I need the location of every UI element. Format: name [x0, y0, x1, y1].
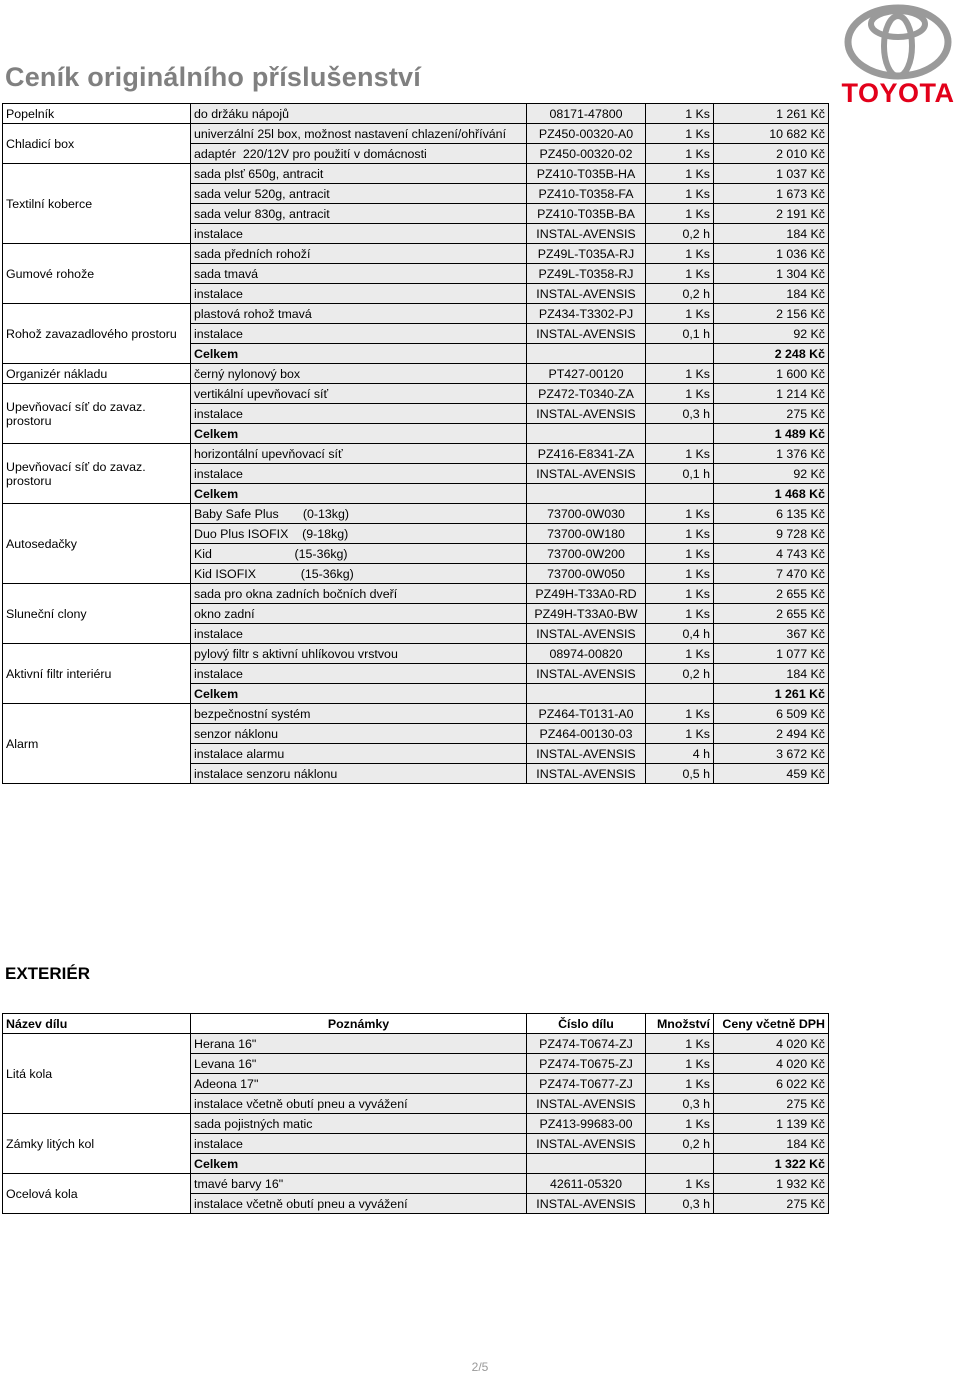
price-cell: 92 Kč	[714, 464, 829, 484]
category-cell: Organizér nákladu	[3, 364, 191, 384]
exterior-accessories-table	[2, 1013, 829, 1214]
part-number-cell: PZ472-T0340-ZA	[527, 384, 646, 404]
price-cell: 1 261 Kč	[714, 104, 829, 124]
description-cell: sada velur 830g, antracit	[191, 204, 527, 224]
price-cell: 184 Kč	[714, 664, 829, 684]
interior-accessories-table	[2, 103, 829, 784]
quantity-cell: 0,2 h	[646, 284, 714, 304]
description-cell: instalace	[191, 224, 527, 244]
table-row	[3, 1034, 829, 1054]
table-row	[3, 504, 829, 524]
part-number-cell: 73700-0W200	[527, 544, 646, 564]
quantity-cell: 1 Ks	[646, 1174, 714, 1194]
description-cell: instalace senzoru náklonu	[191, 764, 527, 784]
description-cell: instalace	[191, 464, 527, 484]
exterior-heading: EXTERIÉR	[5, 964, 91, 983]
description-cell: pylový filtr s aktivní uhlíkovou vrstvou	[191, 644, 527, 664]
price-cell: 275 Kč	[714, 1194, 829, 1214]
table-row	[3, 124, 829, 144]
toyota-logo	[836, 2, 960, 106]
quantity-cell: 1 Ks	[646, 604, 714, 624]
table-row	[3, 584, 829, 604]
part-number-cell: PZ474-T0675-ZJ	[527, 1054, 646, 1074]
header-notes: Poznámky	[191, 1014, 527, 1034]
part-number-cell: PZ450-00320-02	[527, 144, 646, 164]
quantity-cell: 1 Ks	[646, 544, 714, 564]
description-cell: instalace	[191, 664, 527, 684]
quantity-cell: 1 Ks	[646, 1034, 714, 1054]
quantity-cell: 0,1 h	[646, 324, 714, 344]
quantity-cell: 0,4 h	[646, 624, 714, 644]
table-row	[3, 164, 829, 184]
part-number-cell	[527, 344, 646, 364]
price-cell: 1 036 Kč	[714, 244, 829, 264]
part-number-cell	[527, 484, 646, 504]
price-cell: 2 010 Kč	[714, 144, 829, 164]
table-row	[3, 704, 829, 724]
description-cell: Celkem	[191, 344, 527, 364]
quantity-cell: 1 Ks	[646, 184, 714, 204]
quantity-cell: 1 Ks	[646, 244, 714, 264]
category-cell: Chladicí box	[3, 124, 191, 164]
price-cell: 184 Kč	[714, 284, 829, 304]
quantity-cell: 1 Ks	[646, 564, 714, 584]
quantity-cell: 1 Ks	[646, 524, 714, 544]
quantity-cell: 1 Ks	[646, 364, 714, 384]
price-cell: 1 261 Kč	[714, 684, 829, 704]
part-number-cell: INSTAL-AVENSIS	[527, 1194, 646, 1214]
table-row	[3, 384, 829, 404]
table-row	[3, 104, 829, 124]
part-number-cell: PZ49L-T0358-RJ	[527, 264, 646, 284]
description-cell: Baby Safe Plus (0-13kg)	[191, 504, 527, 524]
part-number-cell: 08171-47800	[527, 104, 646, 124]
category-cell: Litá kola	[3, 1034, 191, 1114]
exterior-table-body	[3, 1034, 829, 1214]
quantity-cell	[646, 344, 714, 364]
description-cell: horizontální upevňovací síť	[191, 444, 527, 464]
quantity-cell: 0,1 h	[646, 464, 714, 484]
price-cell: 1 468 Kč	[714, 484, 829, 504]
description-cell: instalace alarmu	[191, 744, 527, 764]
price-cell: 275 Kč	[714, 1094, 829, 1114]
quantity-cell: 1 Ks	[646, 1074, 714, 1094]
quantity-cell: 1 Ks	[646, 584, 714, 604]
description-cell: Celkem	[191, 684, 527, 704]
price-cell: 1 600 Kč	[714, 364, 829, 384]
category-cell: Aktivní filtr interiéru	[3, 644, 191, 704]
description-cell: Celkem	[191, 1154, 527, 1174]
part-number-cell: 73700-0W030	[527, 504, 646, 524]
part-number-cell: PZ49H-T33A0-RD	[527, 584, 646, 604]
description-cell: vertikální upevňovací síť	[191, 384, 527, 404]
part-number-cell: PZ410-T035B-HA	[527, 164, 646, 184]
quantity-cell: 1 Ks	[646, 384, 714, 404]
part-number-cell: INSTAL-AVENSIS	[527, 1094, 646, 1114]
part-number-cell: 08974-00820	[527, 644, 646, 664]
table-row	[3, 304, 829, 324]
description-cell: sada předních rohoží	[191, 244, 527, 264]
part-number-cell: PZ416-E8341-ZA	[527, 444, 646, 464]
quantity-cell: 0,3 h	[646, 1194, 714, 1214]
description-cell: Celkem	[191, 424, 527, 444]
price-cell: 184 Kč	[714, 1134, 829, 1154]
category-cell: Rohož zavazadlového prostoru	[3, 304, 191, 364]
description-cell: sada pojistných matic	[191, 1114, 527, 1134]
description-cell: do držáku nápojů	[191, 104, 527, 124]
quantity-cell: 1 Ks	[646, 144, 714, 164]
category-cell: Popelník	[3, 104, 191, 124]
price-cell: 1 932 Kč	[714, 1174, 829, 1194]
category-cell: Alarm	[3, 704, 191, 784]
price-cell: 1 376 Kč	[714, 444, 829, 464]
description-cell: instalace včetně obutí pneu a vyvážení	[191, 1094, 527, 1114]
header-price: Ceny včetně DPH	[714, 1014, 829, 1034]
price-cell: 1 037 Kč	[714, 164, 829, 184]
part-number-cell: PZ474-T0674-ZJ	[527, 1034, 646, 1054]
table-row	[3, 444, 829, 464]
part-number-cell: INSTAL-AVENSIS	[527, 224, 646, 244]
price-cell: 275 Kč	[714, 404, 829, 424]
description-cell: instalace	[191, 624, 527, 644]
toyota-emblem-icon	[836, 2, 960, 82]
price-cell: 2 156 Kč	[714, 304, 829, 324]
part-number-cell: PZ474-T0677-ZJ	[527, 1074, 646, 1094]
price-cell: 1 139 Kč	[714, 1114, 829, 1134]
description-cell: univerzální 25l box, možnost nastavení chlazení/ohřívání	[191, 124, 527, 144]
description-cell: sada velur 520g, antracit	[191, 184, 527, 204]
description-cell: Herana 16"	[191, 1034, 527, 1054]
table-row	[3, 364, 829, 384]
part-number-cell: INSTAL-AVENSIS	[527, 464, 646, 484]
description-cell: instalace	[191, 324, 527, 344]
category-cell: Upevňovací síť do zavaz. prostoru	[3, 444, 191, 504]
part-number-cell: PZ464-00130-03	[527, 724, 646, 744]
description-cell: Celkem	[191, 484, 527, 504]
description-cell: Adeona 17"	[191, 1074, 527, 1094]
quantity-cell: 4 h	[646, 744, 714, 764]
description-cell: sada tmavá	[191, 264, 527, 284]
quantity-cell: 0,2 h	[646, 224, 714, 244]
price-cell: 7 470 Kč	[714, 564, 829, 584]
description-cell: okno zadní	[191, 604, 527, 624]
exterior-header-row	[3, 1014, 829, 1034]
quantity-cell: 1 Ks	[646, 504, 714, 524]
header-part-name: Název dílu	[3, 1014, 191, 1034]
price-cell: 1 077 Kč	[714, 644, 829, 664]
part-number-cell: PZ410-T035B-BA	[527, 204, 646, 224]
toyota-wordmark: TOYOTA	[841, 78, 955, 108]
price-cell: 459 Kč	[714, 764, 829, 784]
part-number-cell: PZ410-T0358-FA	[527, 184, 646, 204]
description-cell: sada pro okna zadních bočních dveří	[191, 584, 527, 604]
part-number-cell: PZ434-T3302-PJ	[527, 304, 646, 324]
quantity-cell: 0,3 h	[646, 404, 714, 424]
price-cell: 6 135 Kč	[714, 504, 829, 524]
part-number-cell: INSTAL-AVENSIS	[527, 764, 646, 784]
quantity-cell: 0,2 h	[646, 1134, 714, 1154]
table-row	[3, 1174, 829, 1194]
price-cell: 1 304 Kč	[714, 264, 829, 284]
price-cell: 2 494 Kč	[714, 724, 829, 744]
quantity-cell: 1 Ks	[646, 704, 714, 724]
part-number-cell: PZ49H-T33A0-BW	[527, 604, 646, 624]
price-cell: 9 728 Kč	[714, 524, 829, 544]
part-number-cell: INSTAL-AVENSIS	[527, 404, 646, 424]
description-cell: senzor náklonu	[191, 724, 527, 744]
quantity-cell: 0,2 h	[646, 664, 714, 684]
description-cell: instalace včetně obutí pneu a vyvážení	[191, 1194, 527, 1214]
description-cell: Levana 16"	[191, 1054, 527, 1074]
description-cell: Kid (15-36kg)	[191, 544, 527, 564]
part-number-cell	[527, 1154, 646, 1174]
quantity-cell	[646, 1154, 714, 1174]
quantity-cell: 1 Ks	[646, 1054, 714, 1074]
description-cell: adaptér 220/12V pro použití v domácnosti	[191, 144, 527, 164]
header-part-number: Číslo dílu	[527, 1014, 646, 1034]
price-cell: 10 682 Kč	[714, 124, 829, 144]
price-cell: 1 673 Kč	[714, 184, 829, 204]
category-cell: Sluneční clony	[3, 584, 191, 644]
price-cell: 1 489 Kč	[714, 424, 829, 444]
quantity-cell: 1 Ks	[646, 724, 714, 744]
part-number-cell	[527, 684, 646, 704]
quantity-cell: 0,5 h	[646, 764, 714, 784]
price-cell: 4 020 Kč	[714, 1034, 829, 1054]
description-cell: Kid ISOFIX (15-36kg)	[191, 564, 527, 584]
description-cell: plastová rohož tmavá	[191, 304, 527, 324]
quantity-cell: 0,3 h	[646, 1094, 714, 1114]
price-cell: 1 214 Kč	[714, 384, 829, 404]
part-number-cell: PZ450-00320-A0	[527, 124, 646, 144]
quantity-cell: 1 Ks	[646, 304, 714, 324]
page-title: Ceník originálního příslušenství	[5, 62, 421, 92]
description-cell: instalace	[191, 284, 527, 304]
description-cell: instalace	[191, 404, 527, 424]
price-cell: 4 743 Kč	[714, 544, 829, 564]
header-quantity: Množství	[646, 1014, 714, 1034]
category-cell: Textilní koberce	[3, 164, 191, 244]
page-number: 2/5	[471, 1360, 489, 1374]
quantity-cell: 1 Ks	[646, 444, 714, 464]
quantity-cell: 1 Ks	[646, 644, 714, 664]
category-cell: Ocelová kola	[3, 1174, 191, 1214]
interior-table-body	[3, 104, 829, 784]
price-cell: 2 191 Kč	[714, 204, 829, 224]
price-cell: 92 Kč	[714, 324, 829, 344]
category-cell: Gumové rohože	[3, 244, 191, 304]
description-cell: bezpečnostní systém	[191, 704, 527, 724]
quantity-cell: 1 Ks	[646, 104, 714, 124]
price-cell: 6 509 Kč	[714, 704, 829, 724]
quantity-cell: 1 Ks	[646, 204, 714, 224]
part-number-cell: PZ413-99683-00	[527, 1114, 646, 1134]
price-cell: 3 672 Kč	[714, 744, 829, 764]
part-number-cell: 42611-05320	[527, 1174, 646, 1194]
part-number-cell: INSTAL-AVENSIS	[527, 664, 646, 684]
part-number-cell: 73700-0W180	[527, 524, 646, 544]
price-cell: 2 248 Kč	[714, 344, 829, 364]
table-row	[3, 244, 829, 264]
part-number-cell: INSTAL-AVENSIS	[527, 324, 646, 344]
price-cell: 184 Kč	[714, 224, 829, 244]
part-number-cell: PT427-00120	[527, 364, 646, 384]
part-number-cell: 73700-0W050	[527, 564, 646, 584]
description-cell: sada plsť 650g, antracit	[191, 164, 527, 184]
quantity-cell: 1 Ks	[646, 1114, 714, 1134]
table-row	[3, 644, 829, 664]
part-number-cell: PZ49L-T035A-RJ	[527, 244, 646, 264]
quantity-cell	[646, 424, 714, 444]
quantity-cell: 1 Ks	[646, 164, 714, 184]
part-number-cell: INSTAL-AVENSIS	[527, 744, 646, 764]
price-cell: 6 022 Kč	[714, 1074, 829, 1094]
price-cell: 4 020 Kč	[714, 1054, 829, 1074]
price-cell: 2 655 Kč	[714, 604, 829, 624]
category-cell: Upevňovací síť do zavaz. prostoru	[3, 384, 191, 444]
category-cell: Autosedačky	[3, 504, 191, 584]
quantity-cell: 1 Ks	[646, 124, 714, 144]
description-cell: tmavé barvy 16"	[191, 1174, 527, 1194]
part-number-cell: INSTAL-AVENSIS	[527, 624, 646, 644]
price-cell: 367 Kč	[714, 624, 829, 644]
part-number-cell: INSTAL-AVENSIS	[527, 284, 646, 304]
quantity-cell: 1 Ks	[646, 264, 714, 284]
part-number-cell: PZ464-T0131-A0	[527, 704, 646, 724]
price-cell: 2 655 Kč	[714, 584, 829, 604]
part-number-cell	[527, 424, 646, 444]
price-cell: 1 322 Kč	[714, 1154, 829, 1174]
quantity-cell	[646, 484, 714, 504]
quantity-cell	[646, 684, 714, 704]
table-row	[3, 1114, 829, 1134]
description-cell: instalace	[191, 1134, 527, 1154]
part-number-cell: INSTAL-AVENSIS	[527, 1134, 646, 1154]
description-cell: Duo Plus ISOFIX (9-18kg)	[191, 524, 527, 544]
category-cell: Zámky litých kol	[3, 1114, 191, 1174]
description-cell: černý nylonový box	[191, 364, 527, 384]
